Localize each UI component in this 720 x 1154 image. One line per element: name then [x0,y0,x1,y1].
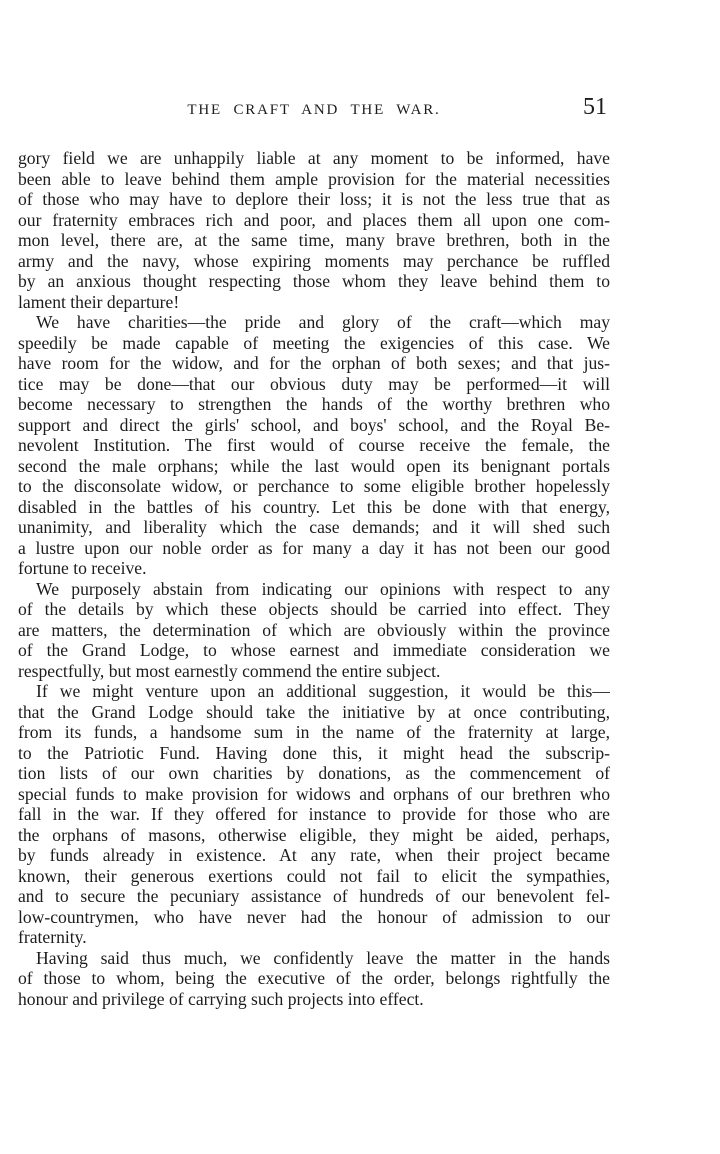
text-line: honour and privilege of carrying such projects into effect. [18,988,424,1009]
text-line: are matters, the determination of which are obviously within the province [18,619,610,640]
text-line: We purposely abstain from indicating our opinions with respect to any [36,578,610,599]
text-line: gory field we are unhappily liable at any moment to be informed, have [18,148,610,168]
text-line: tice may be done—that our obvious duty may be performed—it will [18,373,610,394]
text-line: fraternity. [18,927,87,947]
text-line: to the disconsolate widow, or perchance to some eligible brother hopelessly [18,476,610,496]
text-line: our fraternity embraces rich and poor, and places them all upon one com- [18,209,610,230]
page-number: 51 [583,94,607,120]
text-line: second the male orphans; while the last would open its benignant portals [18,455,610,476]
text-line: become necessary to strengthen the hands of the worthy brethren who [18,394,610,414]
text-line: of those to whom, being the executive of the order, belongs rightfully the [18,968,610,988]
text-line: army and the navy, whose expiring moments may perchance be ruffled [18,250,610,271]
text-line: from its funds, a handsome sum in the name of the fraternity at large, [18,722,610,742]
text-line: the orphans of masons, otherwise eligible, they might be aided, perhaps, [18,824,610,845]
text-line: of those who may have to deplore their loss; it is not the less true that as [18,189,610,209]
text-line: to the Patriotic Fund. Having done this, it might head the subscrip- [18,742,610,763]
text-line: respectfully, but most earnestly commend the entire subject. [18,660,441,681]
text-line: nevolent Institution. The first would of course receive the female, the [18,435,610,455]
text-line: by funds already in existence. At any rate, when their project became [18,845,610,865]
article-body [18,148,610,1009]
text-line: been able to leave behind them ample provision for the material necessities [18,168,610,189]
text-line: of the Grand Lodge, to whose earnest and immediate consideration we [18,640,610,660]
text-line: and to secure the pecuniary assistance of hundreds of our benevolent fel- [18,886,610,906]
text-line: We have charities—the pride and glory of the craft—which may [36,312,610,332]
text-line: fall in the war. If they offered for instance to provide for those who are [18,804,610,824]
text-line: a lustre upon our noble order as for many a day it has not been our good [18,537,610,558]
text-line: Having said thus much, we confidently leave the matter in the hands [36,947,610,968]
text-line: disabled in the battles of his country. Let this be done with that energy, [18,496,610,517]
text-line: by an anxious thought respecting those whom they leave behind them to [18,271,610,291]
text-line: lament their departure! [18,291,180,312]
text-line: If we might venture upon an additional suggestion, it would be this— [36,681,610,701]
text-line: mon level, there are, at the same time, many brave brethren, both in the [18,230,610,250]
text-line: unanimity, and liberality which the case demands; and it will shed such [18,517,610,537]
text-line: that the Grand Lodge should take the initiative by at once contributing, [18,701,610,722]
text-line: support and direct the girls' school, and boys' school, and the Royal Be- [18,414,610,435]
text-line: low-countrymen, who have never had the honour of admission to our [18,906,610,927]
running-title: THE CRAFT AND THE WAR. [187,102,441,118]
text-line: known, their generous exertions could not fail to elicit the sympathies, [18,865,610,886]
text-line: tion lists of our own charities by donations, as the commencement of [18,763,610,783]
text-line: of the details by which these objects should be carried into effect. They [18,599,610,619]
text-line: special funds to make provision for widows and orphans of our brethren who [18,783,610,804]
text-line: speedily be made capable of meeting the exigencies of this case. We [18,332,610,353]
text-line: fortune to receive. [18,558,147,578]
text-line: have room for the widow, and for the orphan of both sexes; and that jus- [18,353,610,373]
